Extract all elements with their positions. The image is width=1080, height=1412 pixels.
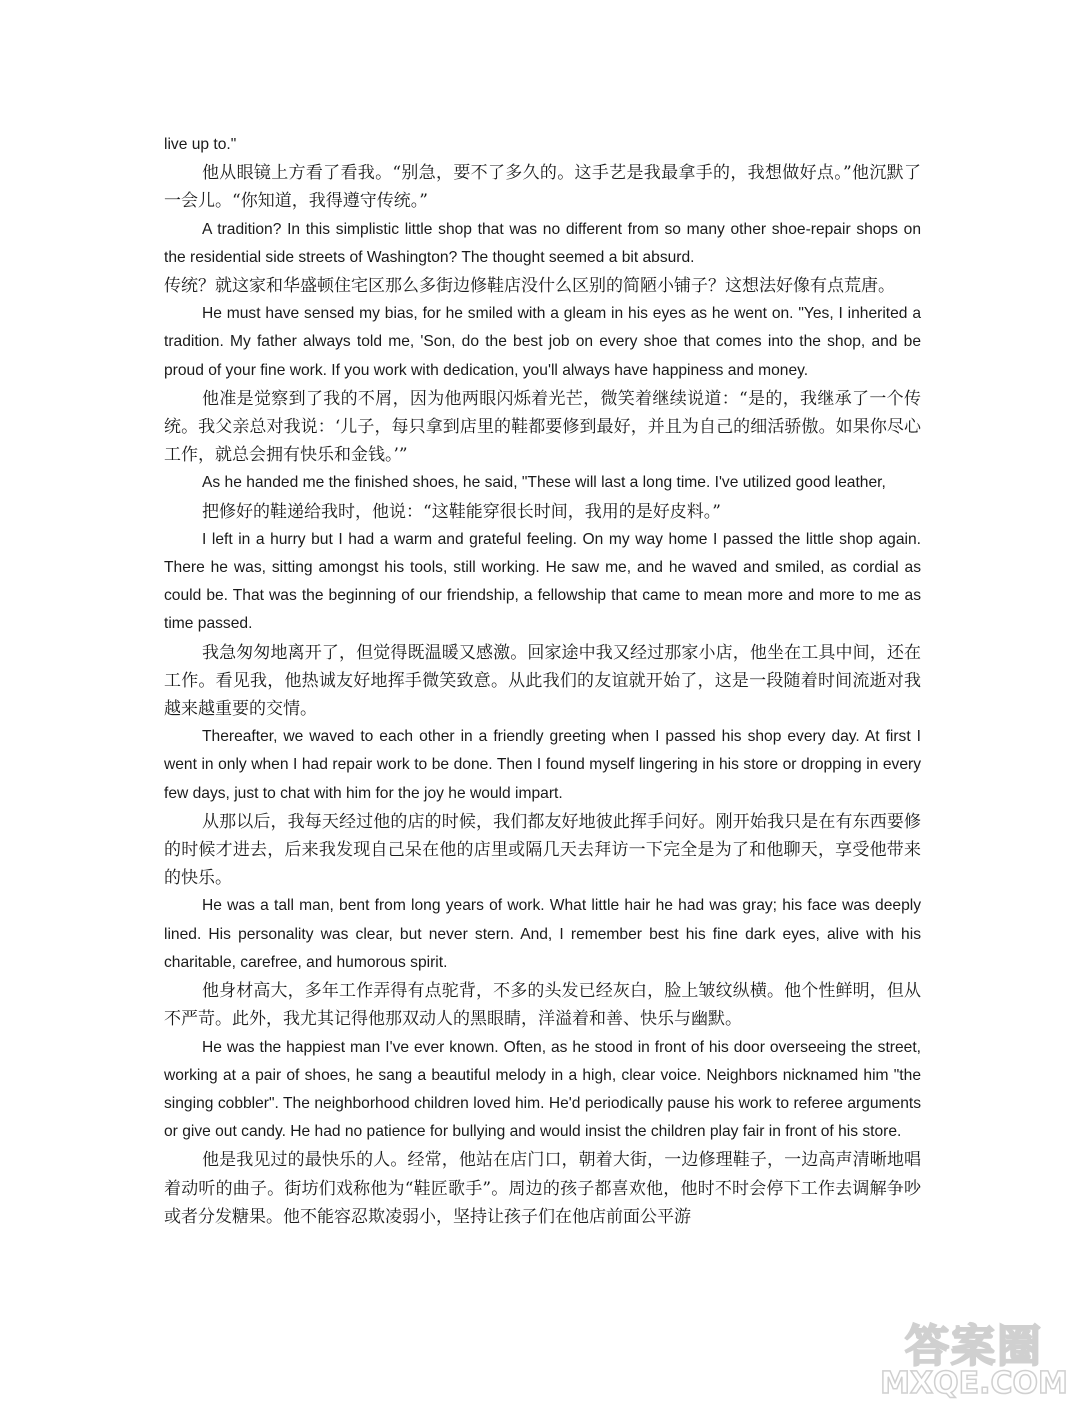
watermark-url: MXQE.COM <box>880 1366 1068 1401</box>
watermark-logo <box>874 1310 1074 1404</box>
document-page <box>164 131 921 1231</box>
paragraph-zh: 他从眼镜上方看了看我。“别急，要不了多久的。这手艺是我最拿手的，我想做好点。”他沉默了一会儿。“你知道，我得遵守传统。” <box>164 163 921 212</box>
paragraph-en: He was a tall man, bent from long years of work. What little hair he had was gray; his face was deeply lined. His personality was clear, but never stern. And, I remember best his fine dark eyes, alive with his charitable, carefree, and humorous spirit. <box>164 897 921 971</box>
paragraph-en: live up to." <box>164 136 237 153</box>
paragraph-zh: 我急匆匆地离开了，但觉得既温暖又感激。回家途中我又经过那家小店，他坐在工具中间，还在工作。看见我，他热诚友好地挥手微笑致意。从此我们的友谊就开始了，这是一段随着时间流逝对我越来越重要的交情。 <box>164 642 921 720</box>
paragraph-zh: 他身材高大，多年工作弄得有点驼背，不多的头发已经灰白，脸上皱纹纵横。他个性鲜明，但从不严苛。此外，我尤其记得他那双动人的黑眼睛，洋溢着和善、快乐与幽默。 <box>164 981 921 1030</box>
paragraph-en: He was the happiest man I've ever known. Often, as he stood in front of his door overseeing the street, working at a pair of shoes, he sang a beautiful melody in a high, clear voice. Neighbors nicknamed him "the singing cobbler". The neighborhood children loved him. He'd periodically pause his work to referee arguments or give out candy. He had no patience for bullying and would insist the children play fair in front of his store. <box>164 1038 921 1141</box>
paragraph-zh: 他准是觉察到了我的不屑，因为他两眼闪烁着光芒，微笑着继续说道：“是的，我继承了一个传统。我父亲总对我说：‘儿子，每只拿到店里的鞋都要修到最好，并且为自己的细活骄傲。如果你尽心工作，就总会拥有快乐和金钱。’” <box>164 388 921 466</box>
paragraph-en: As he handed me the finished shoes, he said, "These will last a long time. I've utilized good leather, <box>202 474 886 492</box>
paragraph-en: A tradition? In this simplistic little shop that was no different from so many other shoe-repair shops on the residential side streets of Washington? The thought seemed a bit absurd. <box>164 220 921 266</box>
watermark-text: 答案圈 <box>905 1321 1043 1372</box>
paragraph-zh: 他是我见过的最快乐的人。经常，他站在店门口，朝着大街，一边修理鞋子，一边高声清晰地唱着动听的曲子。街坊们戏称他为“鞋匠歌手”。周边的孩子都喜欢他，他时不时会停下工作去调解争吵或者分发糖果。他不能容忍欺凌弱小，坚持让孩子们在他店前面公平游 <box>164 1150 921 1227</box>
paragraph-zh: 从那以后，我每天经过他的店的时候，我们都友好地彼此挥手问好。刚开始我只是在有东西要修的时候才进去，后来我发现自己呆在他的店里或隔几天去拜访一下完全是为了和他聊天，享受他带来的快乐。 <box>164 811 921 889</box>
paragraph-en: I left in a hurry but I had a warm and grateful feeling. On my way home I passed the little shop again. There he was, sitting amongst his tools, still working. He saw me, and he waved and smiled, as cordial as could be. That was the beginning of our friendship, a fellowship that came to mean more and more to me as time passed. <box>164 530 921 633</box>
paragraph-en: He must have sensed my bias, for he smiled with a gleam in his eyes as he went on. "Yes, I inherited a tradition. My father always told me, 'Son, do the best job on every shoe that comes into the shop, and be proud of your fine work. If you work with dedication, you'll always have happiness and money. <box>164 305 921 379</box>
paragraph-en: Thereafter, we waved to each other in a friendly greeting when I passed his shop every day. At first I went in only when I had repair work to be done. Then I found myself lingering in his store or dropping in every few days, just to chat with him for the joy he would impart. <box>164 728 921 802</box>
paragraph-zh: 传统？就这家和华盛顿住宅区那么多街边修鞋店没什么区别的简陋小铺子？这想法好像有点荒唐。 <box>164 276 895 297</box>
paragraph-zh: 把修好的鞋递给我时，他说：“这鞋能穿很长时间，我用的是好皮料。” <box>202 501 721 522</box>
